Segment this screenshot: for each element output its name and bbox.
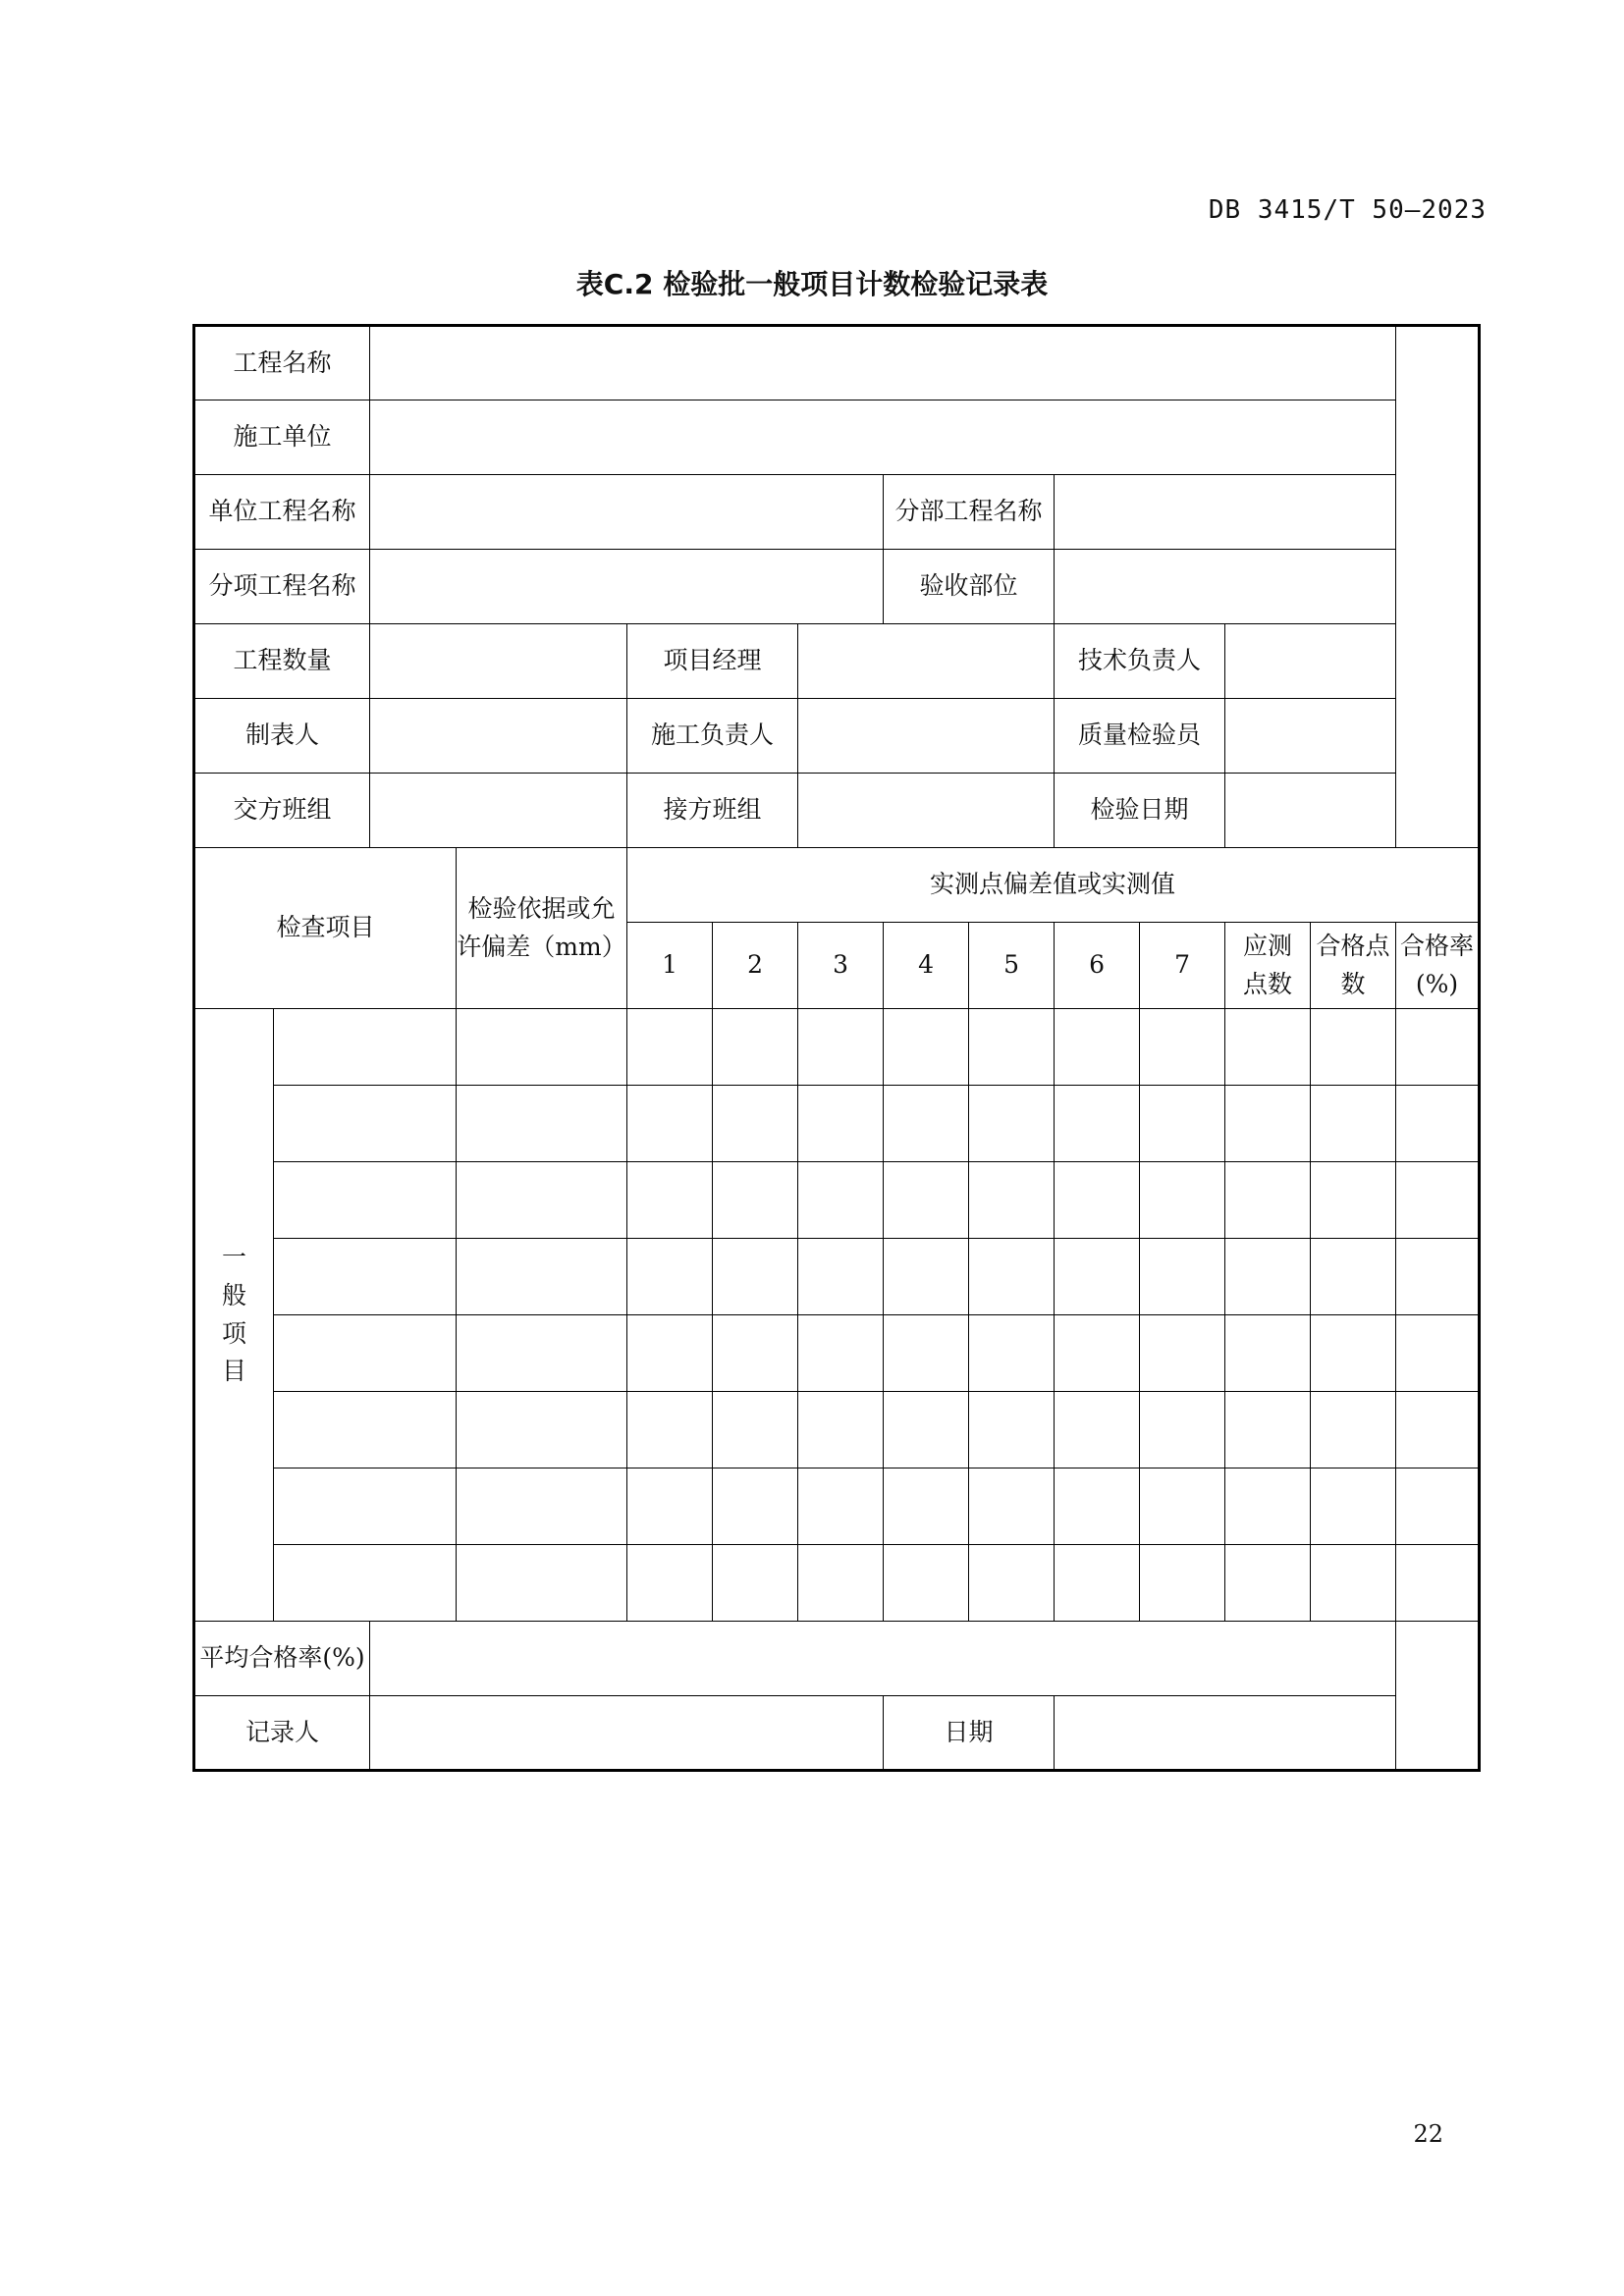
measure-cell[interactable] [1396, 1162, 1480, 1239]
measure-cell[interactable] [627, 1468, 713, 1545]
table-row [194, 1162, 1480, 1239]
measure-cell[interactable] [713, 1468, 798, 1545]
basis-cell[interactable] [457, 1009, 627, 1086]
row-unit-project [194, 475, 1480, 550]
general-items-char: 目 [221, 1357, 246, 1386]
measure-cell[interactable] [884, 1468, 969, 1545]
page-number: 22 [1413, 2120, 1443, 2148]
measure-cell[interactable] [1055, 1086, 1140, 1162]
measure-cell[interactable] [713, 1162, 798, 1239]
label-construction-lead: 施工负责人 [627, 699, 798, 774]
measure-cell[interactable] [1055, 1239, 1140, 1315]
field-inspection-date[interactable] [1225, 774, 1396, 848]
header-should-measure-line1: 应测 [1243, 931, 1293, 960]
measure-cell[interactable] [1311, 1468, 1396, 1545]
measure-cell[interactable] [1055, 1545, 1140, 1622]
basis-cell[interactable] [457, 1162, 627, 1239]
measure-cell[interactable] [1396, 1086, 1480, 1162]
measure-cell[interactable] [713, 1009, 798, 1086]
measure-cell[interactable] [627, 1392, 713, 1468]
measure-cell[interactable] [1140, 1545, 1225, 1622]
header-pass-rate-line1: 合格率 [1400, 931, 1475, 960]
measure-cell[interactable] [1396, 1468, 1480, 1545]
field-preparer[interactable] [370, 699, 627, 774]
measure-cell[interactable] [1140, 1468, 1225, 1545]
field-construction-unit[interactable] [370, 400, 1396, 475]
table-row [194, 1086, 1480, 1162]
measure-cell[interactable] [1311, 1545, 1396, 1622]
label-acceptance-part: 验收部位 [884, 550, 1055, 624]
field-sub-project-name[interactable] [1055, 475, 1396, 550]
label-construction-unit: 施工单位 [194, 400, 370, 475]
table-row [194, 1545, 1480, 1622]
measure-cell[interactable] [884, 1162, 969, 1239]
field-receiving-team[interactable] [798, 774, 1055, 848]
measure-cell[interactable] [798, 1086, 884, 1162]
header-should-measure-line2: 点数 [1243, 969, 1293, 998]
header-qualified-points-line1: 合格点 [1316, 931, 1390, 960]
basis-cell[interactable] [457, 1239, 627, 1315]
basis-cell[interactable] [457, 1086, 627, 1162]
field-project-name[interactable] [370, 326, 1396, 400]
header-qualified-points [1311, 923, 1396, 1009]
table-row [194, 1392, 1480, 1468]
label-average-pass-rate: 平均合格率(%) [194, 1622, 370, 1696]
measure-cell[interactable] [1311, 1315, 1396, 1392]
inspection-record-table [192, 324, 1481, 1772]
row-construction-unit [194, 400, 1480, 475]
label-inspection-date: 检验日期 [1055, 774, 1225, 848]
header-basis-line2: 许偏差（mm） [457, 932, 626, 961]
measure-cell[interactable] [713, 1239, 798, 1315]
label-quality-inspector: 质量检验员 [1055, 699, 1225, 774]
header-point-7: 7 [1140, 923, 1225, 1009]
measure-cell[interactable] [1140, 1162, 1225, 1239]
measure-cell[interactable] [1225, 1392, 1311, 1468]
measure-cell[interactable] [713, 1545, 798, 1622]
header-point-2: 2 [713, 923, 798, 1009]
measure-cell[interactable] [798, 1239, 884, 1315]
measure-cell[interactable] [1140, 1315, 1225, 1392]
measure-cell[interactable] [1055, 1315, 1140, 1392]
item-name-cell[interactable] [274, 1162, 457, 1239]
header-point-4: 4 [884, 923, 969, 1009]
measure-cell[interactable] [1311, 1392, 1396, 1468]
basis-cell[interactable] [457, 1315, 627, 1392]
measure-cell[interactable] [1396, 1392, 1480, 1468]
basis-cell[interactable] [457, 1468, 627, 1545]
general-items-label [194, 1009, 274, 1622]
measure-cell[interactable] [798, 1468, 884, 1545]
measure-cell[interactable] [969, 1468, 1055, 1545]
measure-cell[interactable] [1055, 1162, 1140, 1239]
measure-cell[interactable] [627, 1315, 713, 1392]
field-handover-team[interactable] [370, 774, 627, 848]
general-items-char: 一 [221, 1243, 246, 1271]
measure-cell[interactable] [1140, 1009, 1225, 1086]
measure-cell[interactable] [1225, 1009, 1311, 1086]
measure-cell[interactable] [627, 1086, 713, 1162]
field-project-manager[interactable] [798, 624, 1055, 699]
item-name-cell[interactable] [274, 1545, 457, 1622]
header-should-measure [1225, 923, 1311, 1009]
measure-cell[interactable] [884, 1239, 969, 1315]
label-handover-team: 交方班组 [194, 774, 370, 848]
measure-cell[interactable] [798, 1392, 884, 1468]
measure-cell[interactable] [798, 1545, 884, 1622]
row-recorder [194, 1696, 1480, 1771]
measure-cell[interactable] [884, 1009, 969, 1086]
measure-cell[interactable] [1055, 1009, 1140, 1086]
measure-cell[interactable] [713, 1315, 798, 1392]
measure-cell[interactable] [798, 1315, 884, 1392]
measure-cell[interactable] [969, 1086, 1055, 1162]
label-project-name: 工程名称 [194, 326, 370, 400]
field-project-quantity[interactable] [370, 624, 627, 699]
measure-cell[interactable] [627, 1009, 713, 1086]
row-average-pass-rate [194, 1622, 1480, 1696]
row-project-name [194, 326, 1480, 400]
header-qualified-points-line2: 数 [1340, 969, 1366, 998]
measure-cell[interactable] [627, 1239, 713, 1315]
measure-cell[interactable] [884, 1392, 969, 1468]
item-name-cell[interactable] [274, 1468, 457, 1545]
field-recorder[interactable] [370, 1696, 884, 1771]
field-quality-inspector[interactable] [1225, 699, 1396, 774]
measure-cell[interactable] [627, 1162, 713, 1239]
measure-cell[interactable] [1055, 1468, 1140, 1545]
row-teams [194, 774, 1480, 848]
table-row [194, 1468, 1480, 1545]
table-row [194, 1009, 1480, 1086]
measure-cell[interactable] [1225, 1315, 1311, 1392]
header-point-6: 6 [1055, 923, 1140, 1009]
measure-cell[interactable] [1055, 1392, 1140, 1468]
measure-cell[interactable] [1396, 1545, 1480, 1622]
measure-cell[interactable] [884, 1086, 969, 1162]
measure-cell[interactable] [969, 1315, 1055, 1392]
header-measured: 实测点偏差值或实测值 [627, 848, 1480, 923]
general-items-char: 项 [221, 1318, 246, 1348]
label-recorder: 记录人 [194, 1696, 370, 1771]
row-header-1 [194, 848, 1480, 923]
measure-cell[interactable] [1311, 1239, 1396, 1315]
label-date: 日期 [884, 1696, 1055, 1771]
measure-cell[interactable] [1225, 1239, 1311, 1315]
header-point-5: 5 [969, 923, 1055, 1009]
measure-cell[interactable] [969, 1392, 1055, 1468]
measure-cell[interactable] [1311, 1162, 1396, 1239]
item-name-cell[interactable] [274, 1392, 457, 1468]
basis-cell[interactable] [457, 1545, 627, 1622]
measure-cell[interactable] [1225, 1468, 1311, 1545]
measure-cell[interactable] [1311, 1009, 1396, 1086]
table-row [194, 1315, 1480, 1392]
measure-cell[interactable] [1311, 1086, 1396, 1162]
label-sub-project-name: 分部工程名称 [884, 475, 1055, 550]
measure-cell[interactable] [1140, 1239, 1225, 1315]
row-item-project [194, 550, 1480, 624]
field-technical-lead[interactable] [1225, 624, 1396, 699]
item-name-cell[interactable] [274, 1009, 457, 1086]
header-basis [457, 848, 627, 1009]
header-point-3: 3 [798, 923, 884, 1009]
measure-cell[interactable] [627, 1545, 713, 1622]
label-project-quantity: 工程数量 [194, 624, 370, 699]
measure-cell[interactable] [969, 1009, 1055, 1086]
measure-cell[interactable] [1225, 1086, 1311, 1162]
measure-cell[interactable] [1140, 1392, 1225, 1468]
measure-cell[interactable] [1396, 1315, 1480, 1392]
field-acceptance-part[interactable] [1055, 550, 1396, 624]
item-name-cell[interactable] [274, 1239, 457, 1315]
header-point-1: 1 [627, 923, 713, 1009]
measure-cell[interactable] [884, 1315, 969, 1392]
field-average-pass-rate[interactable] [370, 1622, 1396, 1696]
basis-cell[interactable] [457, 1392, 627, 1468]
header-pass-rate [1396, 923, 1480, 1009]
table-title: 表C.2 检验批一般项目计数检验记录表 [575, 268, 1049, 300]
measure-cell[interactable] [798, 1162, 884, 1239]
field-item-project-name[interactable] [370, 550, 884, 624]
label-unit-project-name: 单位工程名称 [194, 475, 370, 550]
general-items-char: 般 [221, 1280, 246, 1309]
measure-cell[interactable] [1396, 1239, 1480, 1315]
label-technical-lead: 技术负责人 [1055, 624, 1225, 699]
measure-cell[interactable] [1225, 1545, 1311, 1622]
item-name-cell[interactable] [274, 1086, 457, 1162]
measure-cell[interactable] [1225, 1162, 1311, 1239]
item-name-cell[interactable] [274, 1315, 457, 1392]
label-preparer: 制表人 [194, 699, 370, 774]
measure-cell[interactable] [884, 1545, 969, 1622]
measure-cell[interactable] [969, 1239, 1055, 1315]
field-unit-project-name[interactable] [370, 475, 884, 550]
standard-number: DB 3415/T 50—2023 [1208, 195, 1487, 225]
measure-cell[interactable] [798, 1009, 884, 1086]
measure-cell[interactable] [713, 1086, 798, 1162]
field-construction-lead[interactable] [798, 699, 1055, 774]
table-row [194, 1239, 1480, 1315]
header-pass-rate-line2: (%) [1415, 969, 1459, 998]
measure-cell[interactable] [1140, 1086, 1225, 1162]
label-receiving-team: 接方班组 [627, 774, 798, 848]
label-item-project-name: 分项工程名称 [194, 550, 370, 624]
measure-cell[interactable] [969, 1162, 1055, 1239]
header-basis-line1: 检验依据或允 [467, 893, 616, 923]
measure-cell[interactable] [713, 1392, 798, 1468]
row-quantity [194, 624, 1480, 699]
measure-cell[interactable] [969, 1545, 1055, 1622]
header-inspection-item: 检查项目 [194, 848, 457, 1009]
measure-cell[interactable] [1396, 1009, 1480, 1086]
field-date[interactable] [1055, 1696, 1396, 1771]
row-preparer [194, 699, 1480, 774]
label-project-manager: 项目经理 [627, 624, 798, 699]
